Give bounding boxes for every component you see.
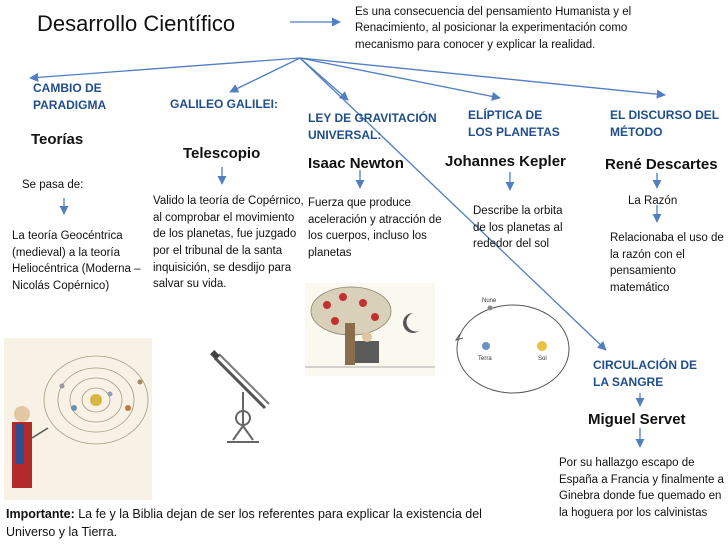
heading-servet: CIRCULACIÓN DE LA SANGRE — [593, 358, 697, 390]
text-galileo: Valido la teoría de Copérnico, al comprobar el movimiento de los planetas, fue juzgado por el tribunal de la santa inquisición, se desdijo para salvar su vida. — [153, 195, 304, 291]
important-label: Importante: — [6, 507, 75, 521]
topic-descartes: René Descartes — [605, 156, 718, 173]
elliptical-orbit-image — [452, 294, 574, 398]
heading-descartes: EL DISCURSO DEL MÉTODO — [610, 108, 719, 140]
heading-newton: LEY DE GRAVITACIÓN UNIVERSAL: — [308, 111, 437, 143]
note-se-pasa: Se pasa de: — [22, 179, 84, 191]
orbit-label-left: Terra — [478, 356, 492, 362]
topic-kepler: Johannes Kepler — [445, 153, 566, 170]
arrow-to-descartes — [300, 58, 665, 95]
orbit-label-right: Sol — [538, 356, 547, 362]
important-text: La fe y la Biblia dejan de ser los referentes para explicar la existencia del Universo y la Tierra. — [6, 507, 482, 540]
intro-note: Es una consecuencia del pensamiento Humanista y el Renacimiento, al posicionar la experimentación como mecanismo para conocer y explicar la realidad. — [355, 6, 632, 51]
important-note — [6, 505, 511, 541]
text-kepler: Describe la orbita de los planetas al rededor del sol — [473, 205, 563, 251]
topic-teorias: Teorías — [31, 131, 84, 148]
diagram-title: Desarrollo Científico — [37, 11, 236, 36]
topic-telescopio: Telescopio — [183, 145, 261, 162]
text-newton: Fuerza que produce aceleración y atracción de los cuerpos, incluso los planetas — [308, 197, 442, 260]
text-descartes: Relacionaba el uso de la razón con el pensamiento matemático — [610, 232, 724, 295]
arrow-to-paradigma — [30, 58, 300, 78]
geocentric-system-image — [4, 338, 152, 500]
orbit-label-top: Nune — [482, 298, 497, 304]
heading-paradigma: CAMBIO DE PARADIGMA — [33, 81, 107, 113]
arrow-to-galileo — [230, 58, 300, 92]
arrow-to-kepler — [300, 58, 500, 98]
topic-newton: Isaac Newton — [308, 155, 404, 172]
heading-kepler: ELÍPTICA DE LOS PLANETAS — [468, 108, 560, 140]
sun-icon — [537, 341, 547, 351]
sun-icon — [90, 394, 102, 406]
topic-servet: Miguel Servet — [588, 411, 686, 428]
heading-galileo: GALILEO GALILEI: — [170, 97, 278, 111]
note-la-razon: La Razón — [628, 195, 678, 207]
newton-apple-tree-image — [305, 283, 435, 376]
text-paradigma: La teoría Geocéntrica (medieval) a la teoría Heliocéntrica (Moderna – Nicolás Copérnico) — [12, 230, 141, 293]
telescope-image — [205, 348, 277, 453]
text-servet: Por su hallazgo escapo de España a Francia y finalmente a Ginebra donde fue quemado en la hoguera por los calvinistas — [559, 457, 724, 520]
